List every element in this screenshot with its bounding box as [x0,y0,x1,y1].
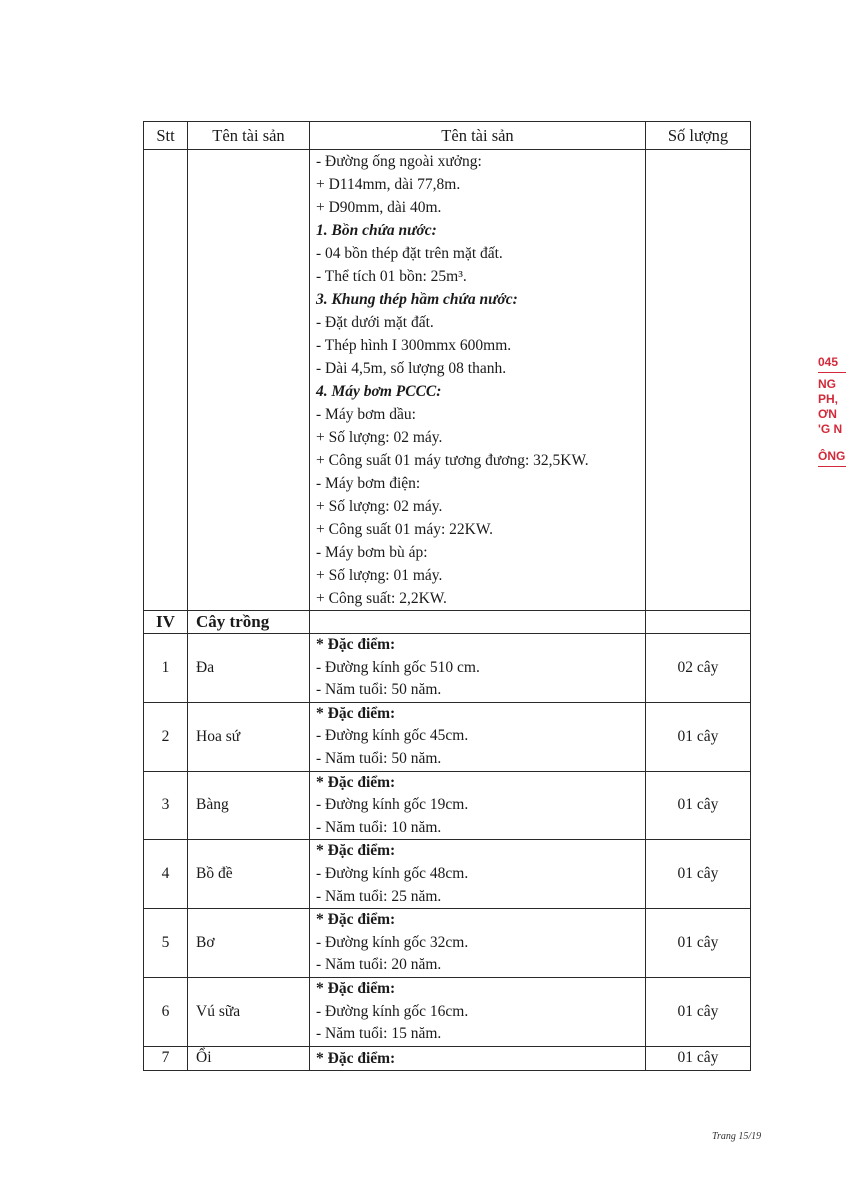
description-line: + Công suất 01 máy tương đương: 32,5KW. [316,452,589,469]
row-name: Vú sữa [188,977,310,1046]
row-stt: 5 [144,909,188,978]
asset-table [143,121,751,1071]
feature-label: * Đặc điểm: [316,911,396,929]
row-name: Đa [188,634,310,703]
section-heading: 3. Khung thép hầm chứa nước: [316,291,518,308]
header-asset-detail: Tên tài sản [310,122,646,150]
row-quantity: 01 cây [646,771,751,840]
description-line: - Đặt dưới mặt đất. [316,314,434,331]
row-stt: 6 [144,977,188,1046]
feature-label: * Đặc điểm: [316,773,396,791]
table-row [144,702,751,771]
age-line: - Năm tuổi: 25 năm. [316,887,442,905]
row-name: Bàng [188,771,310,840]
row-description [310,977,646,1046]
row-description [310,840,646,909]
description-line: + D90mm, dài 40m. [316,199,442,216]
row-quantity: 02 cây [646,634,751,703]
feature-label: * Đặc điểm: [316,1049,396,1067]
age-line: - Năm tuổi: 20 năm. [316,956,442,974]
table-row [144,1046,751,1070]
diameter-line: - Đường kính gốc 16cm. [316,1002,469,1020]
row-quantity: 01 cây [646,702,751,771]
diameter-line: - Đường kính gốc 32cm. [316,933,469,951]
continuation-description [310,150,646,611]
section-heading: 1. Bồn chứa nước: [316,222,437,239]
category-row [144,611,751,634]
age-line: - Năm tuổi: 50 năm. [316,749,442,767]
description-line: - Thể tích 01 bồn: 25m³. [316,268,467,285]
description-line: - Máy bơm điện: [316,475,421,492]
header-quantity: Số lượng [646,122,751,150]
diameter-line: - Đường kính gốc 19cm. [316,796,469,814]
feature-label: * Đặc điểm: [316,842,396,860]
table-row [144,977,751,1046]
description-line: - Máy bơm dầu: [316,406,416,423]
row-quantity: 01 cây [646,977,751,1046]
description-line: + Công suất: 2,2KW. [316,590,447,607]
description-line: + Số lượng: 02 máy. [316,498,443,515]
row-stt: 4 [144,840,188,909]
diameter-line: - Đường kính gốc 45cm. [316,727,469,745]
age-line: - Năm tuổi: 15 năm. [316,1025,442,1043]
diameter-line: - Đường kính gốc 510 cm. [316,658,480,676]
row-description [310,634,646,703]
row-quantity: 01 cây [646,840,751,909]
description-line: - Máy bơm bù áp: [316,544,428,561]
description-line: + D114mm, dài 77,8m. [316,176,461,193]
feature-label: * Đặc điểm: [316,636,396,653]
description-line: - 04 bồn thép đặt trên mặt đất. [316,245,503,262]
row-description [310,702,646,771]
table-header-row [144,122,751,150]
age-line: - Năm tuổi: 50 năm. [316,681,442,699]
row-quantity: 01 cây [646,909,751,978]
table-row [144,840,751,909]
description-line: - Đường ống ngoài xưởng: [316,153,482,170]
category-roman: IV [144,611,188,634]
stamp-fragment: 045 NG PH, ƠN 'G N ÔNG [818,355,849,471]
feature-label: * Đặc điểm: [316,979,396,997]
row-name: Bồ đề [188,840,310,909]
row-name: Bơ [188,909,310,978]
header-stt: Stt [144,122,188,150]
diameter-line: - Đường kính gốc 48cm. [316,864,469,882]
description-line: - Thép hình I 300mmx 600mm. [316,337,512,354]
age-line: - Năm tuổi: 10 năm. [316,818,442,836]
row-name: Hoa sứ [188,702,310,771]
description-line: + Số lượng: 01 máy. [316,567,443,584]
row-stt: 1 [144,634,188,703]
description-line: - Dài 4,5m, số lượng 08 thanh. [316,360,507,377]
row-description [310,771,646,840]
description-line: + Công suất 01 máy: 22KW. [316,521,493,538]
row-quantity: 01 cây [646,1046,751,1070]
row-name: Ổi [188,1046,310,1070]
header-asset-name: Tên tài sản [188,122,310,150]
row-stt: 7 [144,1046,188,1070]
feature-label: * Đặc điểm: [316,704,396,722]
row-description [310,909,646,978]
table-row [144,771,751,840]
row-stt: 3 [144,771,188,840]
table-row [144,634,751,703]
continuation-row [144,150,751,611]
description-line: + Số lượng: 02 máy. [316,429,443,446]
page-number: Trang 15/19 [712,1131,762,1142]
row-stt: 2 [144,702,188,771]
section-heading: 4. Máy bơm PCCC: [316,383,442,400]
table-row [144,909,751,978]
category-name: Cây trồng [188,611,310,634]
